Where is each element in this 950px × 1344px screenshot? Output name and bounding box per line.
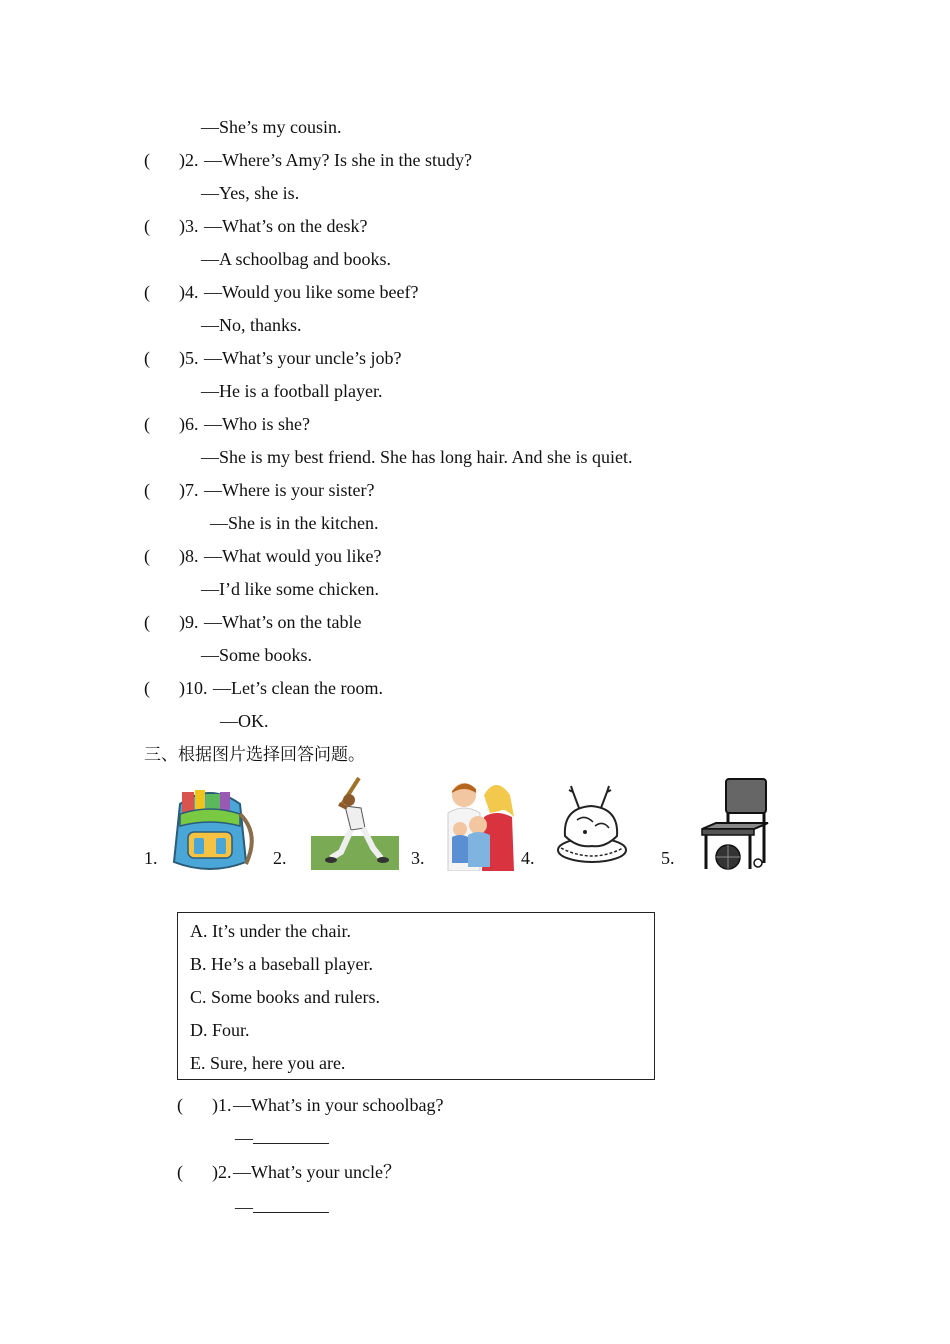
option-c: C. Some books and rulers. bbox=[190, 987, 380, 1007]
answer-dash: — bbox=[235, 1128, 253, 1148]
baseball-player-icon bbox=[311, 776, 399, 870]
chair-with-ball-icon bbox=[698, 777, 772, 873]
question-number: )3. bbox=[179, 216, 199, 236]
answer-blank[interactable] bbox=[235, 1196, 329, 1218]
blank-line bbox=[253, 1127, 329, 1144]
option-b: B. He’s a baseball player. bbox=[190, 954, 373, 974]
question-text: —Would you like some beef? bbox=[204, 282, 419, 302]
question-number: )5. bbox=[179, 348, 199, 368]
answer-options-box bbox=[177, 912, 655, 1080]
picture-label: 4. bbox=[521, 848, 535, 868]
answer-text: —I’d like some chicken. bbox=[201, 579, 379, 599]
question-number: )1. bbox=[212, 1095, 232, 1115]
blank-line bbox=[253, 1196, 329, 1213]
question-text: —What would you like? bbox=[204, 546, 382, 566]
question-number: )6. bbox=[179, 414, 199, 434]
family-icon bbox=[434, 777, 524, 871]
question-number: )9. bbox=[179, 612, 199, 632]
answer-dash: — bbox=[235, 1197, 253, 1217]
answer-paren-open[interactable]: ( bbox=[144, 150, 150, 170]
option-a: A. It’s under the chair. bbox=[190, 921, 351, 941]
answer-paren-open[interactable]: ( bbox=[144, 612, 150, 632]
answer-line-1: —She’s my cousin. bbox=[201, 117, 342, 137]
question-number: )7. bbox=[179, 480, 199, 500]
answer-text: —She is my best friend. She has long hair. And she is quiet. bbox=[201, 447, 633, 467]
answer-text: —Some books. bbox=[201, 645, 313, 665]
answer-paren-open[interactable]: ( bbox=[144, 546, 150, 566]
picture-label: 3. bbox=[411, 848, 425, 868]
roast-chicken-icon bbox=[555, 780, 629, 868]
answer-paren-open[interactable]: ( bbox=[144, 414, 150, 434]
answer-text: —OK. bbox=[220, 711, 269, 731]
question-text: —What’s your uncle’s job? bbox=[204, 348, 402, 368]
section-title: 三、根据图片选择回答问题。 bbox=[144, 745, 365, 765]
answer-text: —She is in the kitchen. bbox=[210, 513, 379, 533]
question-text: —What’s in your schoolbag? bbox=[233, 1095, 444, 1115]
option-e: E. Sure, here you are. bbox=[190, 1053, 346, 1073]
question-number: )4. bbox=[179, 282, 199, 302]
answer-text: —A schoolbag and books. bbox=[201, 249, 391, 269]
answer-paren-open[interactable]: ( bbox=[144, 348, 150, 368]
answer-text: —He is a football player. bbox=[201, 381, 383, 401]
question-number: )10. bbox=[179, 678, 208, 698]
picture-label: 2. bbox=[273, 848, 287, 868]
answer-paren-open[interactable]: ( bbox=[144, 216, 150, 236]
picture-label: 1. bbox=[144, 848, 158, 868]
question-text: —Let’s clean the room. bbox=[213, 678, 383, 698]
question-text: —What’s your uncle？ bbox=[233, 1162, 401, 1182]
question-number: )8. bbox=[179, 546, 199, 566]
question-text: —Where is your sister? bbox=[204, 480, 375, 500]
answer-paren-open[interactable]: ( bbox=[144, 282, 150, 302]
question-text: —What’s on the desk? bbox=[204, 216, 368, 236]
schoolbag-icon bbox=[160, 784, 260, 876]
answer-paren-open[interactable]: ( bbox=[144, 678, 150, 698]
answer-paren-open[interactable]: ( bbox=[144, 480, 150, 500]
answer-text: —No, thanks. bbox=[201, 315, 302, 335]
question-text: —Where’s Amy? Is she in the study? bbox=[204, 150, 472, 170]
option-d: D. Four. bbox=[190, 1020, 250, 1040]
picture-label: 5. bbox=[661, 848, 675, 868]
answer-paren-open[interactable]: ( bbox=[177, 1162, 183, 1182]
answer-blank[interactable] bbox=[235, 1127, 329, 1149]
answer-text: —Yes, she is. bbox=[201, 183, 300, 203]
question-text: —Who is she? bbox=[204, 414, 310, 434]
question-number: )2. bbox=[212, 1162, 232, 1182]
answer-paren-open[interactable]: ( bbox=[177, 1095, 183, 1115]
question-number: )2. bbox=[179, 150, 199, 170]
question-text: —What’s on the table bbox=[204, 612, 362, 632]
